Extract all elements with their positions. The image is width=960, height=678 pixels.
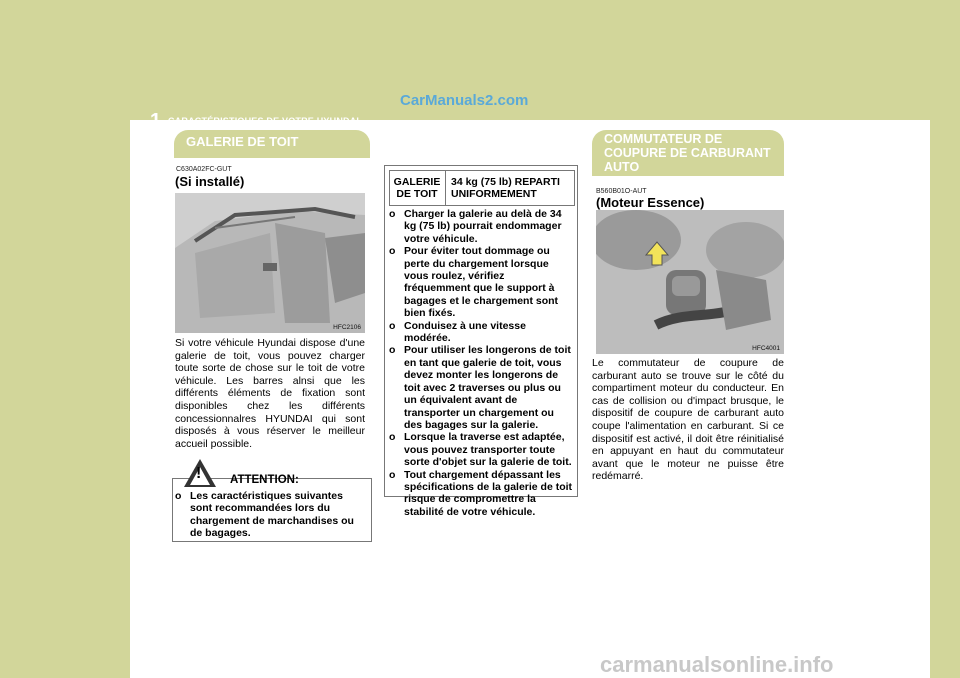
photo-code: HFC2106 <box>333 324 361 331</box>
section-subhead: (Si installé) <box>175 174 245 189</box>
page-number: 82 <box>137 137 149 148</box>
roof-rack-photo <box>175 193 365 333</box>
bullet-icon: o <box>175 490 182 502</box>
chapter-title: CARACTÉRISTIQUES DE VOTRE HYUNDAI <box>168 116 360 126</box>
top-watermark: CarManuals2.com <box>400 92 529 109</box>
bullet-icon: o <box>389 319 396 332</box>
chapter-number: 1 <box>150 110 162 132</box>
spec-value: 34 kg (75 lb) REPARTI UNIFORMEMENT <box>451 176 560 200</box>
spec-label: GALERIE DE TOIT <box>393 176 441 200</box>
list-item <box>389 245 573 319</box>
section-tab-fuel-cutoff <box>592 130 784 176</box>
warning-list <box>175 490 365 540</box>
section-code: C630A02FC-GUT <box>176 166 232 173</box>
bullet-text: Charger la galerie au delà de 34 kg (75 lb) pourrait endommager votre véhicule. <box>404 208 562 245</box>
list-item <box>389 208 573 245</box>
warning-text: Les caractéristiques suivantes sont recommandées lors du chargement de marchandises ou de bagages. <box>190 490 354 540</box>
fuel-cutoff-photo <box>596 210 784 354</box>
bullet-text: Tout chargement dépassant les spécifications de la galerie de toit risque de compromettre la stabilité de votre véhicule. <box>404 468 573 518</box>
bullet-text: Pour éviter tout dommage ou perte du chargement lorsque vous roulez, vérifiez fréquemment que le support à bagages et le chargement sont bien fixés. <box>404 245 559 320</box>
exclamation-icon: ! <box>196 465 202 482</box>
bullet-icon: o <box>389 245 396 258</box>
section-tab-roof-rack <box>174 130 370 158</box>
warning-item <box>175 490 365 540</box>
bullet-text: Lorsque la traverse est adaptée, vous pouvez transporter toute sorte d'objet sur la galerie de toit. <box>404 431 572 469</box>
fuel-cutoff-paragraph: Le commutateur de coupure de carburant auto se trouve sur le côté du compartiment moteur du conducteur. En cas de collision ou d'impact brusque, le dispositif de coupure de carburant auto coupe l'alimentation en carburant. Si ce dispositif est activé, il doit être réinitialisé en appuyant en haut du commutateur avant que le moteur ne puisse être redémarré. <box>592 357 784 483</box>
warning-title: ATTENTION: <box>230 474 299 486</box>
section-subhead: (Moteur Essence) <box>596 195 705 210</box>
bullet-icon: o <box>389 431 396 444</box>
section-title: COMMUTATEUR DE COUPURE DE CARBURANT AUTO <box>604 132 771 174</box>
list-item <box>389 344 573 431</box>
roof-rack-paragraph: Si votre véhicule Hyundai dispose d'une galerie de toit, vous pouvez charger toute sorte de chose sur le toit de votre véhicule. Les barres alnsi que les différents éléments de fixation sont disponibles chez les différents concessionnalres HYUNDAI qui sont disposés à vous réserver le meilleur accueil possible. <box>175 337 365 450</box>
footer-watermark: carmanualsonline.info <box>600 652 834 677</box>
bullet-icon: o <box>389 208 396 220</box>
engine-bay-illustration <box>596 210 784 354</box>
list-item <box>389 431 573 468</box>
section-code: B560B01O-AUT <box>596 188 647 195</box>
bullet-text: Pour utiliser les longerons de toit en tant que galerie de toit, vous devez monter les longerons de toit avec 2 traverses ou plus ou un équivalent avant de transporter un chargement ou des bagages sur la galerie. <box>404 344 571 431</box>
spec-divider <box>445 171 446 205</box>
list-item <box>389 469 573 519</box>
list-item <box>389 320 573 345</box>
photo-code: HFC4001 <box>752 345 780 352</box>
section-title: GALERIE DE TOIT <box>186 134 299 149</box>
bullet-icon: o <box>389 344 396 357</box>
bullet-text: Conduisez à une vitesse modérée. <box>404 319 526 345</box>
roof-rack-bullets <box>389 208 573 518</box>
bullet-icon: o <box>389 468 396 481</box>
car-roof-illustration <box>175 193 365 333</box>
